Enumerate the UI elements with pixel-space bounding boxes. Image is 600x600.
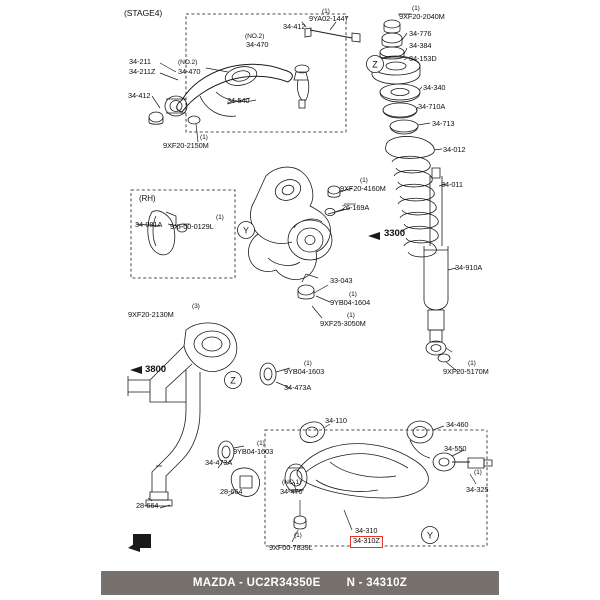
callout-9xf25-3050m: 9XF25-3050M	[320, 319, 366, 328]
callout-qty-6: (3)	[192, 303, 200, 310]
callout-34-310: 34-310	[355, 526, 378, 535]
callout-34-470-b: 34-470	[178, 67, 201, 76]
callout-rh: (RH)	[139, 194, 156, 203]
svg-text:Z: Z	[372, 59, 378, 70]
callout-9yb04-1604: 9YB04-1604	[330, 298, 371, 307]
callout-34-325: 34-325	[466, 485, 489, 494]
callout-34-412-left: 34-412	[128, 91, 151, 100]
callout-34-211: 34-211	[129, 57, 151, 66]
callout-9xf20-2040m: 9XF20-2040M	[399, 12, 445, 21]
callout-34-473a-a: 34-473A	[284, 383, 312, 392]
callout-qty-7: (1)	[349, 291, 357, 298]
callout-9xf00-0129l: 9XF00-0129L	[170, 222, 214, 231]
callout-9yb04-1603-b: 9YB04-1603	[233, 447, 274, 456]
callout-33-043: 33-043	[330, 276, 353, 285]
callout-9xf00-7839l: 9XF00-7839L	[269, 543, 313, 552]
footer-brand-part: MAZDA - UC2R34350E	[192, 577, 321, 589]
callout-34-470-a: 34-470	[246, 40, 269, 49]
callout-9xf20-2130m: 9XF20-2130M	[128, 310, 174, 319]
callout-3800: 3800	[145, 364, 166, 375]
callout-28-664-b: 28-664	[220, 487, 243, 496]
callout-34-211z: 34-211Z	[129, 67, 156, 76]
callout-9xf20-5170m: 9XF20-5170M	[443, 367, 489, 376]
callout-28-664-a: 28-664	[136, 501, 159, 510]
callout-qty-9: (1)	[304, 360, 312, 367]
callout-qty-12: (1)	[474, 469, 482, 476]
callout-34-710a: 34-710A	[418, 102, 446, 111]
footer-bar	[101, 571, 499, 595]
callout-34-470-c: 34-470	[280, 487, 303, 496]
callout-34-110: 34-110	[325, 416, 347, 425]
callout-26-169a: 26-169A	[342, 203, 370, 212]
callout-9xf20-2150m: 9XF20-2150M	[163, 141, 209, 150]
callout-9yb04-1603-a: 9YB04-1603	[284, 367, 325, 376]
callout-3300: 3300	[384, 228, 405, 239]
callout-34-910a: 34-910A	[455, 263, 483, 272]
callout-qty-4: (1)	[360, 177, 368, 184]
callout-no2-b: (NO.2)	[178, 59, 198, 66]
callout-34-460: 34-460	[446, 420, 469, 429]
svg-text:Z: Z	[230, 375, 236, 386]
callout-no2-a: (NO.2)	[245, 33, 265, 40]
svg-text:Y: Y	[242, 225, 250, 236]
callout-34-473a-b: 34-473A	[205, 458, 233, 467]
callout-qty-11: (1)	[257, 440, 265, 447]
highlighted-part-label[interactable]: 34-310Z	[350, 536, 383, 548]
callout-no1: (NO.1)	[282, 479, 302, 486]
callout-qty-8: (1)	[347, 312, 355, 319]
callout-qty-1: (1)	[322, 8, 330, 15]
callout-qty-5: (1)	[216, 214, 224, 221]
callout-34-713: 34-713	[432, 119, 455, 128]
callout-qty-13: (1)	[294, 532, 302, 539]
callout-34-550: 34-550	[444, 444, 467, 453]
callout-qty-10: (1)	[468, 360, 476, 367]
callout-34-340: 34-340	[423, 83, 446, 92]
callout-qty-2: (1)	[412, 5, 420, 12]
callout-34-412-top: 34-412	[283, 22, 306, 31]
callout-34-153d: 34-153D	[409, 54, 437, 63]
callout-34-011: 34-011	[441, 180, 463, 189]
callout-qty-3: (1)	[200, 134, 208, 141]
callout-stage: (STAGE4)	[124, 8, 163, 18]
callout-34-776: 34-776	[409, 29, 432, 38]
callout-9xf20-4160m: 9XF20-4160M	[340, 184, 386, 193]
callout-34-384: 34-384	[409, 41, 432, 50]
callout-9ya02-1447: 9YA02-1447	[309, 14, 349, 23]
callout-34-012: 34-012	[443, 145, 466, 154]
callout-34-540: 34-540	[227, 96, 250, 105]
footer-reference: N - 34310Z	[346, 577, 408, 589]
callout-34-081a: 34-081A	[135, 220, 163, 229]
svg-text:Y: Y	[426, 530, 434, 541]
